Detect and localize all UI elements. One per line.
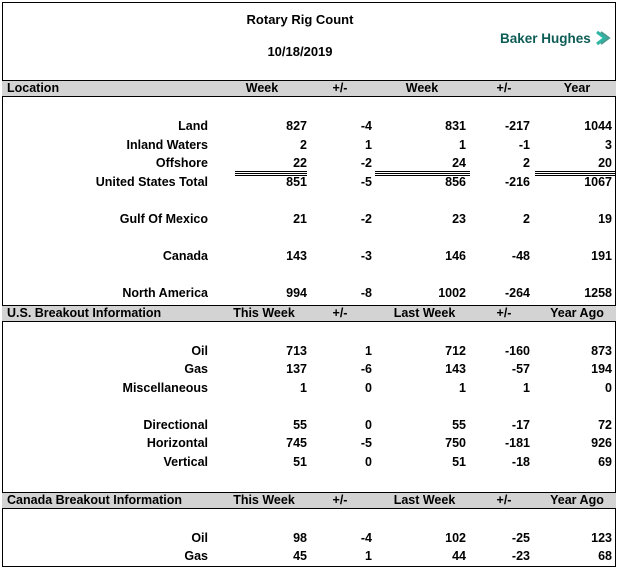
- row-value: 19: [598, 212, 612, 226]
- row-value: 3: [605, 138, 612, 152]
- row-value: -23: [511, 549, 530, 563]
- row-value: -5: [360, 175, 372, 189]
- row-value: 22: [293, 156, 307, 170]
- col-year: Year: [563, 81, 591, 95]
- row-value: 123: [591, 531, 612, 545]
- row-value: -216: [504, 175, 530, 189]
- row-value: 712: [445, 344, 466, 358]
- row-label: Gulf Of Mexico: [119, 212, 208, 226]
- row-value: 745: [286, 436, 307, 450]
- underline-year: [535, 171, 615, 172]
- row-label: North America: [122, 286, 208, 300]
- col-change: +/-: [332, 306, 348, 320]
- brand-name: Baker Hughes: [500, 30, 591, 46]
- row-value: 994: [286, 286, 307, 300]
- row-label: Oil: [191, 531, 208, 545]
- underline-week-prev: [375, 171, 470, 172]
- row-label: Offshore: [155, 156, 208, 170]
- row-value: 191: [591, 249, 612, 263]
- row-value: 873: [591, 344, 612, 358]
- row-label: Inland Waters: [126, 138, 208, 152]
- row-label: Miscellaneous: [122, 381, 208, 395]
- col-week-prev: Week: [405, 81, 439, 95]
- row-value: 20: [598, 156, 612, 170]
- canada-breakout-header-bar: [2, 492, 616, 509]
- row-value: 143: [286, 249, 307, 263]
- row-label: Directional: [143, 418, 208, 432]
- col-year-ago: Year Ago: [550, 306, 604, 320]
- row-value: 851: [286, 175, 307, 189]
- row-value: 194: [591, 362, 612, 376]
- row-value: 1: [365, 138, 372, 152]
- row-value: 143: [445, 362, 466, 376]
- row-value: 102: [445, 531, 466, 545]
- col-change: +/-: [332, 493, 348, 507]
- row-value: 856: [445, 175, 466, 189]
- row-label: Oil: [191, 344, 208, 358]
- row-value: 45: [293, 549, 307, 563]
- row-value: 51: [293, 455, 307, 469]
- row-value: -217: [504, 119, 530, 133]
- row-value: 23: [452, 212, 466, 226]
- row-value: 1: [459, 381, 466, 395]
- row-value: 1: [523, 381, 530, 395]
- row-value: 0: [365, 381, 372, 395]
- row-value: 831: [445, 119, 466, 133]
- row-value: 827: [286, 119, 307, 133]
- col-last-week: Last Week: [393, 306, 456, 320]
- row-label: Vertical: [163, 455, 208, 469]
- row-value: -25: [511, 531, 530, 545]
- row-label: Gas: [184, 362, 208, 376]
- row-value: 98: [293, 531, 307, 545]
- report-title: Rotary Rig Count: [246, 12, 354, 27]
- col-this-week: This Week: [233, 493, 295, 507]
- col-change-prev: +/-: [496, 306, 512, 320]
- row-value: -264: [504, 286, 530, 300]
- row-value: 1: [459, 138, 466, 152]
- row-value: 1044: [584, 119, 612, 133]
- row-value: 2: [523, 156, 530, 170]
- row-value: -2: [360, 156, 372, 170]
- row-label: Gas: [184, 549, 208, 563]
- col-canada-breakout: Canada Breakout Information: [7, 493, 183, 507]
- row-value: 1067: [584, 175, 612, 189]
- row-value: 69: [598, 455, 612, 469]
- row-value: 137: [286, 362, 307, 376]
- row-value: 51: [452, 455, 466, 469]
- row-value: 72: [598, 418, 612, 432]
- row-value: -5: [360, 436, 372, 450]
- col-location: Location: [7, 81, 60, 95]
- double-underline-week: [235, 173, 307, 176]
- col-us-breakout: U.S. Breakout Information: [7, 306, 162, 320]
- row-value: -4: [360, 119, 372, 133]
- row-value: -160: [504, 344, 530, 358]
- row-value: -18: [511, 455, 530, 469]
- row-value: 2: [300, 138, 307, 152]
- underline-week: [235, 171, 307, 172]
- us-breakout-header-bar: [2, 305, 616, 322]
- row-value: 24: [452, 156, 466, 170]
- row-label: Horizontal: [146, 436, 208, 450]
- row-value: 68: [598, 549, 612, 563]
- row-value: -3: [360, 249, 372, 263]
- row-value: 0: [365, 418, 372, 432]
- row-label: United States Total: [95, 175, 208, 189]
- report-date: 10/18/2019: [267, 44, 333, 59]
- brand-logo: [500, 30, 611, 46]
- chevron-logo-icon: [595, 30, 611, 46]
- row-value: 44: [452, 549, 466, 563]
- row-value: -2: [360, 212, 372, 226]
- row-value: 1002: [438, 286, 466, 300]
- row-value: 1258: [584, 286, 612, 300]
- row-value: -17: [511, 418, 530, 432]
- row-value: -8: [360, 286, 372, 300]
- row-value: 0: [365, 455, 372, 469]
- row-value: -181: [504, 436, 530, 450]
- location-header-bar: [2, 80, 616, 97]
- row-value: 55: [452, 418, 466, 432]
- row-value: 21: [293, 212, 307, 226]
- row-label: Canada: [162, 249, 208, 263]
- row-value: 1: [365, 344, 372, 358]
- double-underline-week-prev: [375, 173, 470, 176]
- row-value: 1: [300, 381, 307, 395]
- row-value: 926: [591, 436, 612, 450]
- row-value: 1: [365, 549, 372, 563]
- col-change: +/-: [332, 81, 348, 95]
- row-value: -6: [360, 362, 372, 376]
- row-value: -1: [518, 138, 530, 152]
- col-change-prev: +/-: [496, 81, 512, 95]
- row-label: Land: [178, 119, 208, 133]
- row-value: -48: [511, 249, 530, 263]
- col-last-week: Last Week: [393, 493, 456, 507]
- row-value: 0: [605, 381, 612, 395]
- col-this-week: This Week: [233, 306, 295, 320]
- row-value: 146: [445, 249, 466, 263]
- row-value: 55: [293, 418, 307, 432]
- row-value: 713: [286, 344, 307, 358]
- row-value: -57: [511, 362, 530, 376]
- row-value: 2: [523, 212, 530, 226]
- row-value: 750: [445, 436, 466, 450]
- col-week: Week: [245, 81, 279, 95]
- col-year-ago: Year Ago: [550, 493, 604, 507]
- double-underline-year: [535, 173, 615, 176]
- col-change-prev: +/-: [496, 493, 512, 507]
- row-value: -4: [360, 531, 372, 545]
